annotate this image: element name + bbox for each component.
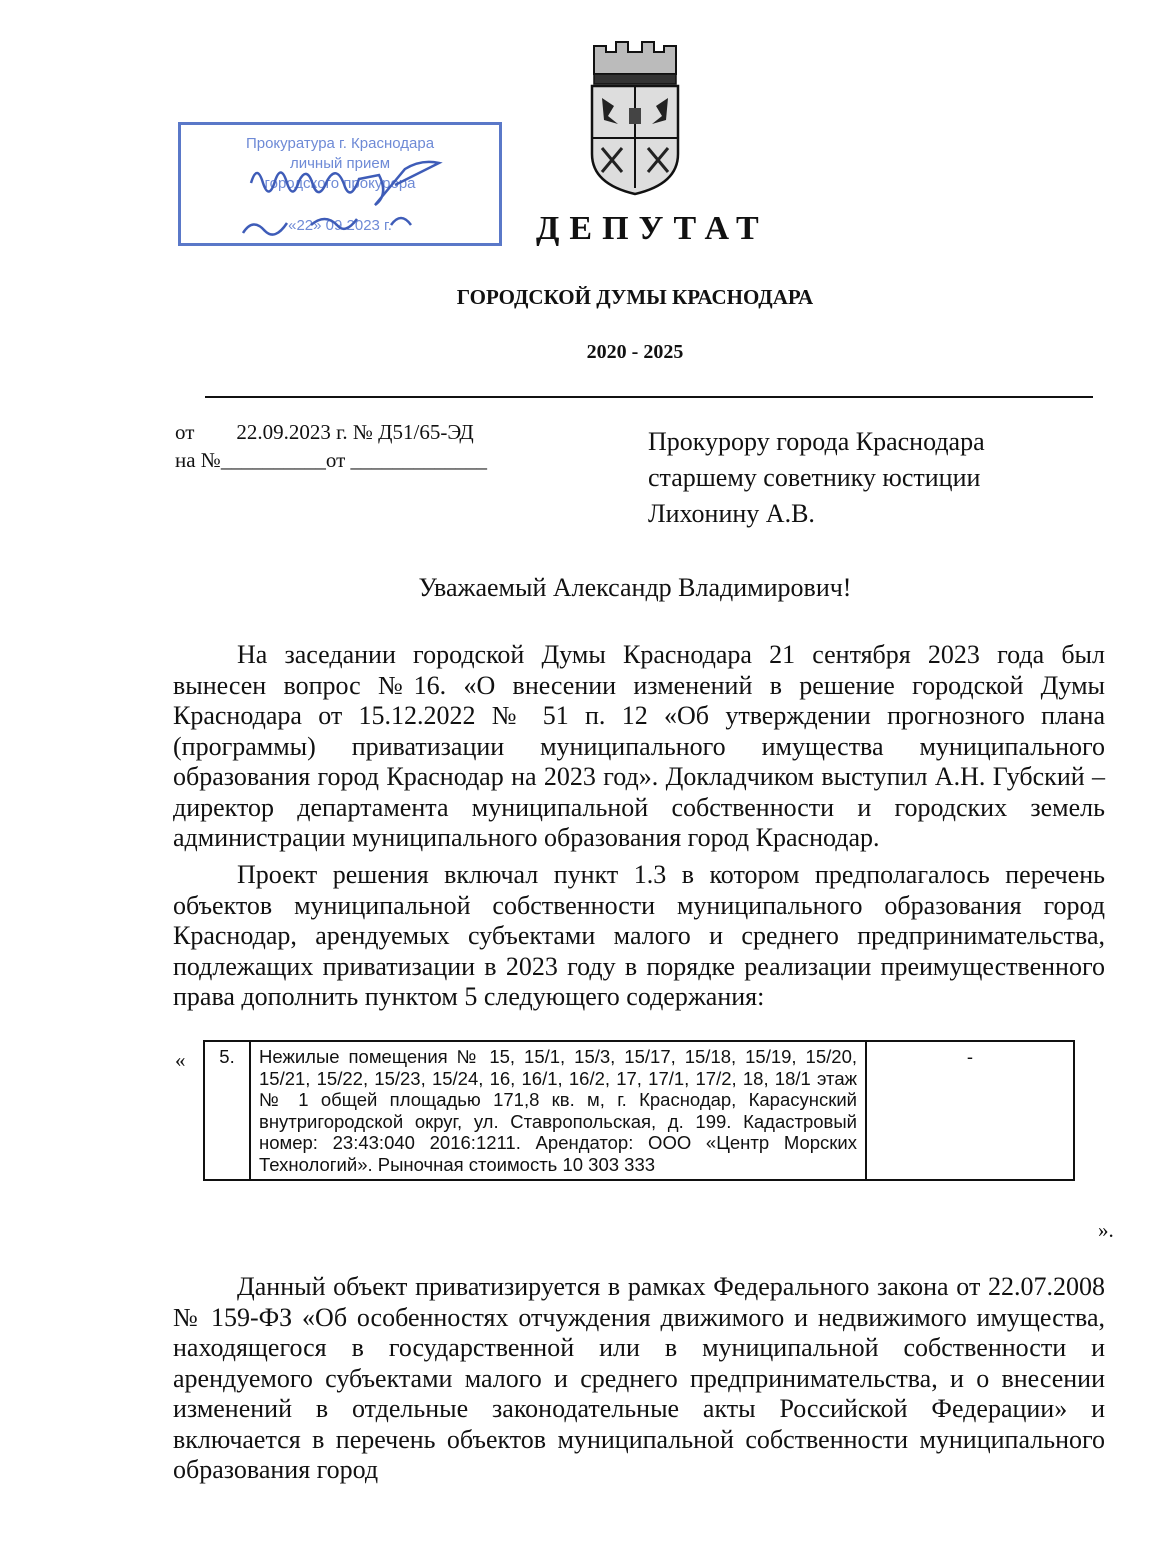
addressee-line-1: Прокурору города Краснодара (648, 427, 985, 456)
outgoing-number: от 22.09.2023 г. № Д51/65-ЭД (175, 420, 474, 444)
addressee-line-3: Лихонину А.В. (648, 499, 815, 528)
object-table (203, 1040, 1075, 1181)
letterhead-years: 2020 - 2025 (586, 341, 684, 363)
table-open-quote: « (175, 1048, 186, 1072)
row-number: 5. (204, 1041, 250, 1180)
paragraph-1: На заседании городской Думы Краснодара 21 сентября 2023 года был вынесен вопрос №16. «О внесении изменений в решение городской Думы Краснодара от 15.12.2022 № 51 п. 12 «Об утверждении прогнозного плана (программы) приватизации муниципального имущества муниципального образования город Краснодар на 2023 год». Докладчиком выступил А.Н. Губский – директор департамента муниципальной собственности и городских земель администрации муниципального образования город Краснодар. (173, 640, 1105, 852)
letterhead-subtitle: ГОРОДСКОЙ ДУМЫ КРАСНОДАРА (456, 285, 814, 309)
addressee-line-2: старшему советнику юстиции (648, 463, 981, 492)
header-divider (205, 396, 1093, 398)
stamp-line-2: личный прием (289, 155, 391, 172)
table-row (204, 1041, 1074, 1180)
reply-reference: на №__________от _____________ (175, 448, 487, 472)
object-description: Нежилые помещения № 15, 15/1, 15/3, 15/17, 15/18, 15/19, 15/20, 15/21, 15/22, 15/23, 15/24, 16, 16/1, 16/2, 17, 17/1, 17/2, 18, 18/1 этаж № 1 общей площадью 171,8 кв. м, г. Краснодар, Карасунский внутригородской округ, ул. Ставропольская, д. 199. Кадастровый номер: 23:43:040 2016:1211. Арендатор: ООО «Центр Морских Технологий». Рыночная стоимость 10 303 333 (250, 1041, 866, 1180)
object-value: - (866, 1041, 1074, 1180)
greeting: Уважаемый Александр Владимирович! (418, 573, 852, 602)
stamp-line-3: городского прокурора (264, 175, 416, 192)
table-close-quote: ». (1098, 1218, 1114, 1242)
coat-of-arms-emblem (580, 38, 690, 198)
paragraph-3: Данный объект приватизируется в рамках Федерального закона от 22.07.2008 № 159-ФЗ «Об особенностях отчуждения движимого и недвижимого имущества, находящегося в государственной или в муниципальной собственности и арендуемого субъектами малого и среднего предпринимательства, и о внесении изменений в отдельные законодательные акты Российской Федерации» и включается в перечень объектов муниципальной собственности муниципального образования город (173, 1272, 1105, 1484)
letterhead-title: ДЕПУТАТ (536, 210, 769, 247)
signature-icon (181, 125, 499, 243)
addressee-block (648, 424, 985, 532)
stamp-date: «22» 09 2023 г. (288, 217, 392, 234)
paragraph-2: Проект решения включал пункт 1.3 в котором предполагалось перечень объектов муниципальной собственности муниципального образования город Краснодар, арендуемых субъектами малого и среднего предпринимательства, подлежащих приватизации в 2023 году в порядке реализации преимущественного права дополнить пунктом 5 следующего содержания: (173, 860, 1105, 1011)
registration-stamp (178, 122, 502, 246)
stamp-line-1: Прокуратура г. Краснодара (245, 135, 435, 152)
